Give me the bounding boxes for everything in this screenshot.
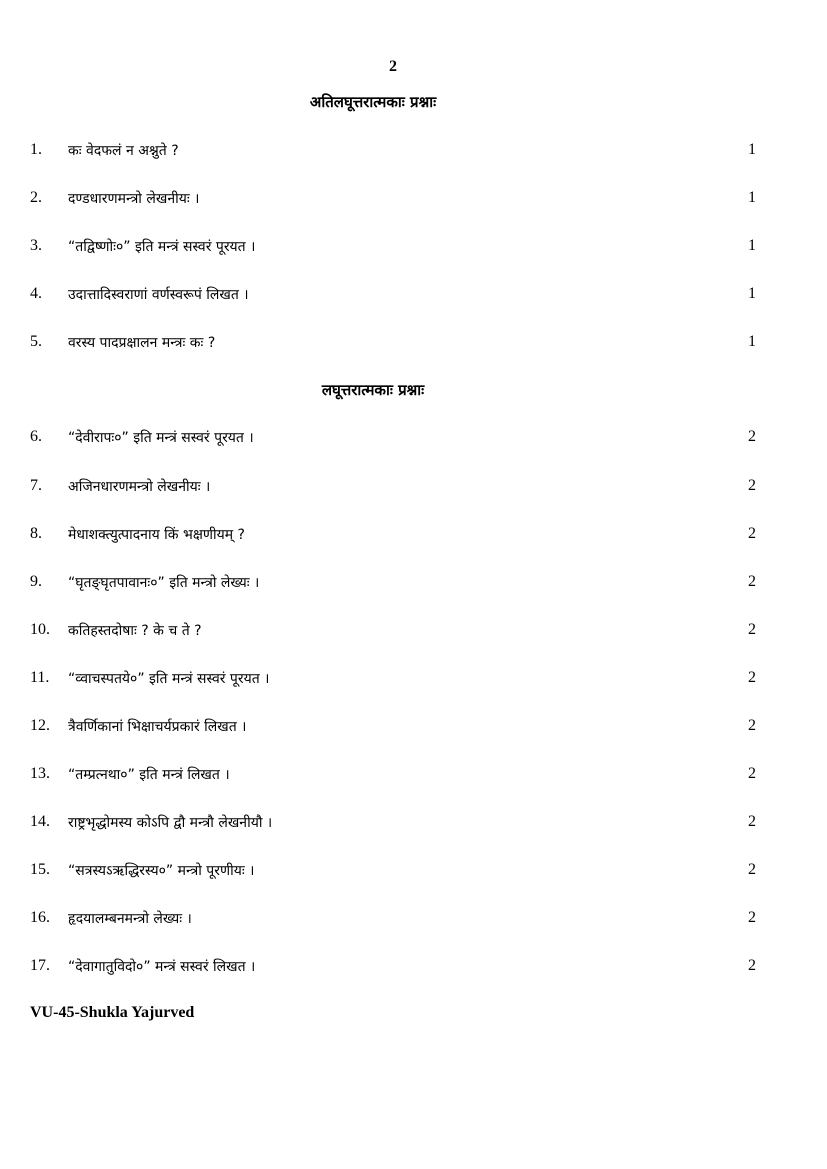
question-marks: 2 xyxy=(748,813,756,830)
question-marks: 1 xyxy=(748,333,756,350)
question-number: 17. xyxy=(30,957,50,974)
question-text: “व्वाचस्पतये०” इति मन्त्रं सस्वरं पूरयत । xyxy=(68,671,270,687)
question-text: हृदयालम्बनमन्त्रो लेख्यः । xyxy=(68,911,192,927)
section-heading-very-short-answer: अतिलघूत्तरात्मकाः प्रश्नाः xyxy=(309,93,437,111)
question-marks: 1 xyxy=(748,285,756,302)
question-number: 9. xyxy=(30,573,42,590)
question-row xyxy=(0,621,827,643)
question-row xyxy=(0,765,827,787)
question-text: “देवागातुविदो०” मन्त्रं सस्वरं लिखत । xyxy=(68,959,256,975)
question-text: “देवीरापः०” इति मन्त्रं सस्वरं पूरयत । xyxy=(68,430,254,446)
question-text: “तम्प्रत्नथा०” इति मन्त्रं लिखत । xyxy=(68,767,230,783)
question-marks: 2 xyxy=(748,477,756,494)
question-marks: 1 xyxy=(748,189,756,206)
question-number: 12. xyxy=(30,717,50,734)
question-marks: 2 xyxy=(748,909,756,926)
question-row xyxy=(0,525,827,547)
question-row xyxy=(0,428,827,450)
question-marks: 1 xyxy=(748,237,756,254)
question-row xyxy=(0,861,827,883)
question-text: कतिहस्तदोषाः ? के च ते ? xyxy=(68,623,202,639)
question-row xyxy=(0,141,827,163)
paper-code: VU-45-Shukla Yajurved xyxy=(30,1004,195,1021)
question-text: राष्ट्रभृद्धोमस्य कोऽपि द्वौ मन्त्रौ लेखनीयौ । xyxy=(68,815,273,831)
question-number: 6. xyxy=(30,428,42,445)
question-row xyxy=(0,237,827,259)
question-number: 1. xyxy=(30,141,42,158)
question-text: “तद्विष्णोः०” इति मन्त्रं सस्वरं पूरयत । xyxy=(68,239,256,255)
question-marks: 2 xyxy=(748,669,756,686)
question-row xyxy=(0,957,827,979)
question-row xyxy=(0,909,827,931)
question-marks: 2 xyxy=(748,957,756,974)
question-marks: 2 xyxy=(748,765,756,782)
question-text: अजिनधारणमन्त्रो लेखनीयः । xyxy=(68,479,211,495)
question-number: 8. xyxy=(30,525,42,542)
question-text: दण्डधारणमन्त्रो लेखनीयः । xyxy=(68,191,200,207)
question-number: 2. xyxy=(30,189,42,206)
question-row xyxy=(0,333,827,355)
question-row xyxy=(0,285,827,307)
question-row xyxy=(0,189,827,211)
question-number: 11. xyxy=(30,669,50,686)
question-text: वरस्य पादप्रक्षालन मन्त्रः कः ? xyxy=(68,335,216,351)
question-number: 16. xyxy=(30,909,50,926)
question-marks: 2 xyxy=(748,717,756,734)
question-text: त्रैवर्णिकानां भिक्षाचर्यप्रकारं लिखत । xyxy=(68,719,247,735)
question-marks: 1 xyxy=(748,141,756,158)
question-number: 7. xyxy=(30,477,42,494)
question-row xyxy=(0,717,827,739)
question-text: “सत्रस्यऽऋद्धिरस्य०” मन्त्रो पूरणीयः । xyxy=(68,863,255,879)
question-text: उदात्तादिस्वराणां वर्णस्वरूपं लिखत । xyxy=(68,287,249,303)
question-marks: 2 xyxy=(748,573,756,590)
question-row xyxy=(0,813,827,835)
question-number: 5. xyxy=(30,333,42,350)
question-number: 4. xyxy=(30,285,42,302)
question-text: कः वेदफलं न अश्नुते ? xyxy=(68,143,179,159)
question-row xyxy=(0,573,827,595)
question-number: 15. xyxy=(30,861,50,878)
question-marks: 2 xyxy=(748,861,756,878)
question-number: 10. xyxy=(30,621,50,638)
question-text: मेधाशक्त्युत्पादनाय किं भक्षणीयम् ? xyxy=(68,527,245,543)
question-marks: 2 xyxy=(748,525,756,542)
page-number: 2 xyxy=(389,58,397,75)
question-number: 13. xyxy=(30,765,50,782)
question-number: 14. xyxy=(30,813,50,830)
question-row xyxy=(0,477,827,499)
question-marks: 2 xyxy=(748,428,756,445)
question-text: “घृतङ्घृतपावानः०” इति मन्त्रो लेख्यः । xyxy=(68,575,260,591)
section-heading-short-answer: लघूत्तरात्मकाः प्रश्नाः xyxy=(321,381,425,399)
question-number: 3. xyxy=(30,237,42,254)
question-row xyxy=(0,669,827,691)
question-marks: 2 xyxy=(748,621,756,638)
